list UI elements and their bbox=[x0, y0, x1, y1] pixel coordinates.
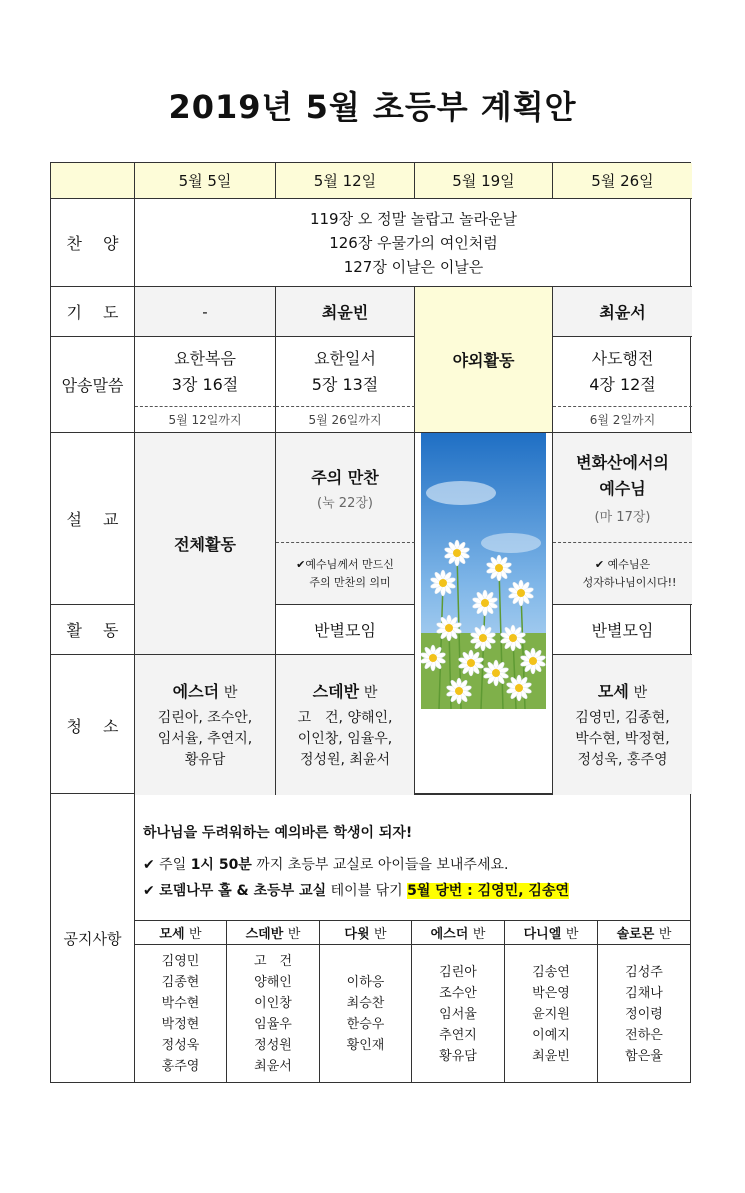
class-header-stephen bbox=[227, 921, 320, 945]
class-header-david bbox=[320, 921, 412, 945]
cleaning-team-1: 에스더 bbox=[172, 682, 220, 701]
member: 박정현 bbox=[161, 1017, 200, 1032]
sermon-note-2 bbox=[276, 543, 415, 605]
member: 김채나 bbox=[625, 985, 663, 1001]
member: 전하은 bbox=[625, 1027, 663, 1043]
notice-place: 로뎀나무 홀 & 초등부 교실 bbox=[159, 883, 327, 899]
member: 양해인 bbox=[254, 975, 292, 990]
sermon-ref-4: (마 17장) bbox=[594, 510, 651, 525]
memory-verse-3 bbox=[553, 337, 692, 407]
member: 정이령 bbox=[625, 1006, 663, 1022]
member: 함은율 bbox=[625, 1048, 663, 1064]
sermon-ref-2: (눅 22장) bbox=[317, 495, 373, 511]
cleaning-names-3b: 박수현, 박정현, bbox=[575, 731, 670, 747]
cleaning-label: 청 소 bbox=[51, 655, 135, 795]
class-name-4: 에스더 bbox=[430, 927, 469, 942]
schedule-table bbox=[50, 162, 691, 794]
member: 박수현 bbox=[161, 996, 200, 1011]
prayer-may-5: - bbox=[135, 287, 276, 337]
member: 윤지원 bbox=[532, 1006, 570, 1022]
class-header-esther bbox=[412, 921, 505, 945]
daisy-photo bbox=[415, 433, 553, 795]
member: 박은영 bbox=[532, 985, 570, 1001]
memory-due-2: 5월 26일까지 bbox=[276, 407, 415, 433]
member: 최승찬 bbox=[346, 996, 385, 1011]
member: 임율우 bbox=[254, 1017, 292, 1032]
member: 김린아 bbox=[439, 964, 477, 980]
member: 이예지 bbox=[532, 1027, 570, 1043]
class-suffix-6: 반 bbox=[658, 927, 672, 942]
sermon-note-2-line1: ✔예수님께서 만드신 bbox=[296, 557, 394, 571]
sermon-title-2: 주의 만찬 bbox=[311, 467, 379, 487]
member: 최윤빈 bbox=[532, 1048, 570, 1064]
member: 이인창 bbox=[254, 996, 292, 1011]
notice-time: 1시 50분 bbox=[190, 857, 252, 873]
class-members-moses bbox=[135, 945, 227, 1083]
member: 홍주영 bbox=[161, 1059, 200, 1074]
class-name-2: 스데반 bbox=[245, 927, 284, 942]
prayer-may-12: 최윤빈 bbox=[276, 287, 415, 337]
class-name-6: 솔로몬 bbox=[616, 927, 655, 942]
member: 한승우 bbox=[346, 1017, 385, 1032]
cleaning-names-3c: 정성욱, 홍주영 bbox=[577, 752, 668, 768]
notice-table-text: 테이블 닦기 bbox=[326, 883, 408, 899]
prayer-label: 기 도 bbox=[51, 287, 135, 337]
sermon-note-2-line2: 주의 만찬의 의미 bbox=[309, 575, 391, 589]
member: 정성원 bbox=[254, 1038, 292, 1053]
hymn-label: 찬 양 bbox=[51, 199, 135, 287]
member: 고 건 bbox=[253, 954, 293, 969]
class-members-solomon bbox=[598, 945, 690, 1083]
daisy-image bbox=[421, 433, 546, 709]
member: 김송연 bbox=[532, 964, 570, 980]
class-suffix-1: 반 bbox=[189, 927, 202, 942]
notice-check-2: ✔ bbox=[143, 883, 160, 899]
member: 김종현 bbox=[161, 975, 200, 990]
member: 조수안 bbox=[439, 985, 477, 1001]
date-may-26: 5월 26일 bbox=[553, 163, 692, 199]
sermon-title-4b: 예수님 bbox=[599, 479, 646, 498]
member: 이하응 bbox=[346, 975, 385, 990]
notice-motto: 하나님을 두려워하는 예의바른 학생이 되자! bbox=[143, 825, 413, 841]
hymn-3: 127장 이날은 이날은 bbox=[343, 257, 484, 276]
memory-label: 암송말씀 bbox=[51, 337, 135, 433]
cleaning-may-5 bbox=[135, 655, 276, 795]
class-name-1: 모세 bbox=[159, 927, 185, 942]
sermon-note-4 bbox=[553, 543, 692, 605]
all-activity: 전체활동 bbox=[135, 433, 276, 655]
sermon-label: 설 교 bbox=[51, 433, 135, 605]
member: 황유담 bbox=[439, 1048, 477, 1064]
memory-book-1: 요한복음 bbox=[174, 348, 236, 368]
member: 정성욱 bbox=[161, 1038, 200, 1053]
class-suffix-5: 반 bbox=[565, 927, 579, 942]
cleaning-names-3a: 김영민, 김종현, bbox=[575, 710, 670, 726]
class-header-solomon bbox=[598, 921, 690, 945]
notice-time-text: 까지 초등부 교실로 아이들을 보내주세요. bbox=[251, 857, 509, 873]
class-members-stephen bbox=[227, 945, 320, 1083]
date-may-19: 5월 19일 bbox=[415, 163, 553, 199]
class-members-david bbox=[320, 945, 412, 1083]
class-header-daniel bbox=[505, 921, 598, 945]
sermon-title-4a: 변화산에서의 bbox=[576, 453, 669, 472]
cleaning-names-2b: 이인창, 임율우, bbox=[297, 731, 393, 747]
class-name-5: 다니엘 bbox=[523, 927, 562, 942]
notice-label: 공지사항 bbox=[51, 794, 135, 1082]
class-suffix-3: 반 bbox=[374, 927, 387, 942]
cleaning-suffix-1: 반 bbox=[223, 685, 238, 701]
notice-section bbox=[50, 794, 691, 1083]
notice-line-time bbox=[143, 854, 508, 874]
cleaning-names-1c: 황유담 bbox=[184, 752, 226, 768]
hymn-list bbox=[135, 199, 692, 287]
member: 황인재 bbox=[346, 1038, 385, 1053]
class-suffix-2: 반 bbox=[287, 927, 301, 942]
member: 김영민 bbox=[161, 954, 200, 969]
memory-chapter-3: 4장 12절 bbox=[589, 374, 656, 394]
cleaning-team-2: 스데반 bbox=[312, 682, 360, 701]
group-meeting-2: 반별모임 bbox=[276, 605, 415, 655]
cleaning-suffix-2: 반 bbox=[363, 685, 378, 701]
sermon-note-4-line1: ✔ 예수님은 bbox=[594, 557, 651, 571]
notice-check-1: ✔ 주일 bbox=[143, 857, 191, 873]
sermon-may-12 bbox=[276, 433, 415, 543]
class-name-3: 다윗 bbox=[344, 927, 370, 942]
member: 최윤서 bbox=[254, 1059, 292, 1074]
hymn-1: 119장 오 정말 놀랍고 놀라운날 bbox=[309, 209, 518, 228]
memory-verse-2 bbox=[276, 337, 415, 407]
prayer-may-26: 최윤서 bbox=[553, 287, 692, 337]
sermon-note-4-line2: 성자하나님이시다!! bbox=[582, 575, 677, 589]
activity-label: 활 동 bbox=[51, 605, 135, 655]
notice-line-cleaning bbox=[143, 880, 569, 900]
notice-duty-highlight: 5월 당번 : 김영민, 김송연 bbox=[407, 883, 569, 899]
date-may-5: 5월 5일 bbox=[135, 163, 276, 199]
date-may-12: 5월 12일 bbox=[276, 163, 415, 199]
member: 추연지 bbox=[439, 1027, 477, 1043]
class-roster-table bbox=[135, 920, 690, 1082]
sermon-may-26 bbox=[553, 433, 692, 543]
memory-book-2: 요한일서 bbox=[314, 348, 376, 368]
cleaning-team-3: 모세 bbox=[597, 682, 629, 701]
notice-body bbox=[135, 794, 690, 1082]
class-members-esther bbox=[412, 945, 505, 1083]
cleaning-names-2c: 정성원, 최윤서 bbox=[299, 752, 391, 768]
cleaning-names-1b: 임서율, 추연지, bbox=[157, 731, 253, 747]
class-header-moses bbox=[135, 921, 227, 945]
class-suffix-4: 반 bbox=[472, 927, 486, 942]
class-members-daniel bbox=[505, 945, 598, 1083]
page-title: 2019년 5월 초등부 계획안 bbox=[168, 88, 577, 126]
memory-due-1: 5월 12일까지 bbox=[135, 407, 276, 433]
member: 김성주 bbox=[625, 964, 663, 980]
outdoor-activity: 야외활동 bbox=[415, 287, 553, 433]
hymn-2: 126장 우물가의 여인처럼 bbox=[329, 233, 498, 252]
memory-verse-1 bbox=[135, 337, 276, 407]
memory-chapter-2: 5장 13절 bbox=[311, 374, 379, 394]
group-meeting-4: 반별모임 bbox=[553, 605, 692, 655]
cleaning-may-26 bbox=[553, 655, 692, 795]
cleaning-may-12 bbox=[276, 655, 415, 795]
memory-due-3: 6월 2일까지 bbox=[553, 407, 692, 433]
cleaning-names-1a: 김린아, 조수안, bbox=[157, 710, 253, 726]
cleaning-names-2a: 고 건, 양해인, bbox=[297, 710, 393, 726]
memory-book-3: 사도행전 bbox=[591, 348, 654, 368]
member: 임서율 bbox=[439, 1006, 477, 1022]
memory-chapter-1: 3장 16절 bbox=[171, 374, 239, 394]
corner-cell bbox=[51, 163, 135, 199]
cleaning-suffix-3: 반 bbox=[633, 685, 648, 701]
